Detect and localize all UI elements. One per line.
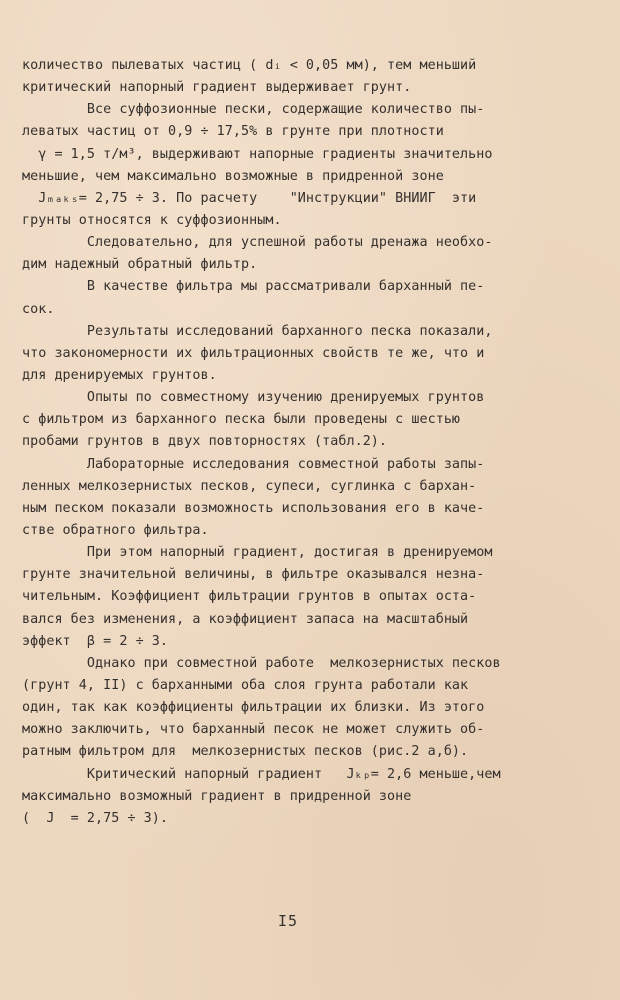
- text-line: пробами грунтов в двух повторностях (табл.2).: [22, 434, 388, 450]
- body-text: [22, 55, 582, 830]
- text-line: с фильтром из барханного песка были проведены с шестью: [22, 412, 461, 428]
- text-line: стве обратного фильтра.: [22, 522, 209, 538]
- text-line: вался без изменения, а коэффициент запаса на масштабный: [22, 611, 469, 627]
- text-line: что закономерности их фильтрационных свойств те же, что и: [22, 345, 485, 361]
- text-line: максимально возможный градиент в придренной зоне: [22, 788, 412, 804]
- text-line: Следовательно, для успешной работы дренажа необхо-: [22, 235, 493, 251]
- text-line: (грунт 4, II) с барханными оба слоя грунта работали как: [22, 677, 469, 693]
- page-number: I5: [278, 912, 299, 930]
- text-line: Результаты исследований барханного песка показали,: [22, 323, 493, 339]
- text-line: ратным фильтром для мелкозернистых песков (рис.2 а,б).: [22, 744, 469, 760]
- text-line: Опыты по совместному изучению дренируемых грунтов: [22, 390, 485, 406]
- text-line: грунте значительной величины, в фильтре оказывался незна-: [22, 567, 485, 583]
- text-line: Все суффозионные пески, содержащие количество пы-: [22, 102, 485, 118]
- text-line: ным песком показали возможность использования его в каче-: [22, 500, 485, 516]
- text-line: Лабораторные исследования совместной работы запы-: [22, 456, 485, 472]
- text-line: меньшие, чем максимально возможные в придренной зоне: [22, 168, 444, 184]
- text-line: один, так как коэффициенты фильтрации их близки. Из этого: [22, 700, 485, 716]
- text-line: ленных мелкозернистых песков, супеси, суглинка с бархан-: [22, 478, 477, 494]
- text-line: сок.: [22, 301, 55, 317]
- text-line: Однако при совместной работе мелкозернистых песков: [22, 655, 501, 671]
- text-line: для дренируемых грунтов.: [22, 367, 217, 383]
- text-line: грунты относятся к суффозионным.: [22, 212, 282, 228]
- text-line: критический напорный градиент выдерживает грунт.: [22, 80, 412, 96]
- text-line: леватых частиц от 0,9 ÷ 17,5% в грунте при плотности: [22, 124, 444, 140]
- text-line: эффект β = 2 ÷ 3.: [22, 633, 169, 649]
- text-line: В качестве фильтра мы рассматривали барханный пе-: [22, 279, 485, 295]
- text-line: γ = 1,5 т/м³, выдерживают напорные градиенты значительно: [22, 146, 493, 162]
- text-line: Критический напорный градиент Jₖₚ= 2,6 меньше,чем: [22, 766, 501, 782]
- text-line: ( J = 2,75 ÷ 3).: [22, 810, 169, 826]
- text-line: При этом напорный градиент, достигая в дренируемом: [22, 545, 493, 561]
- text-line: количество пылеватых частиц ( dᵢ < 0,05 мм), тем меньший: [22, 58, 477, 73]
- text-line: можно заключить, что барханный песок не может служить об-: [22, 722, 485, 738]
- text-line: чительным. Коэффициент фильтрации грунтов в опытах оста-: [22, 589, 477, 605]
- text-line: дим надежный обратный фильтр.: [22, 257, 258, 273]
- text-line: Jₘₐₖₛ= 2,75 ÷ 3. По расчету "Инструкции" ВНИИГ эти: [22, 190, 477, 206]
